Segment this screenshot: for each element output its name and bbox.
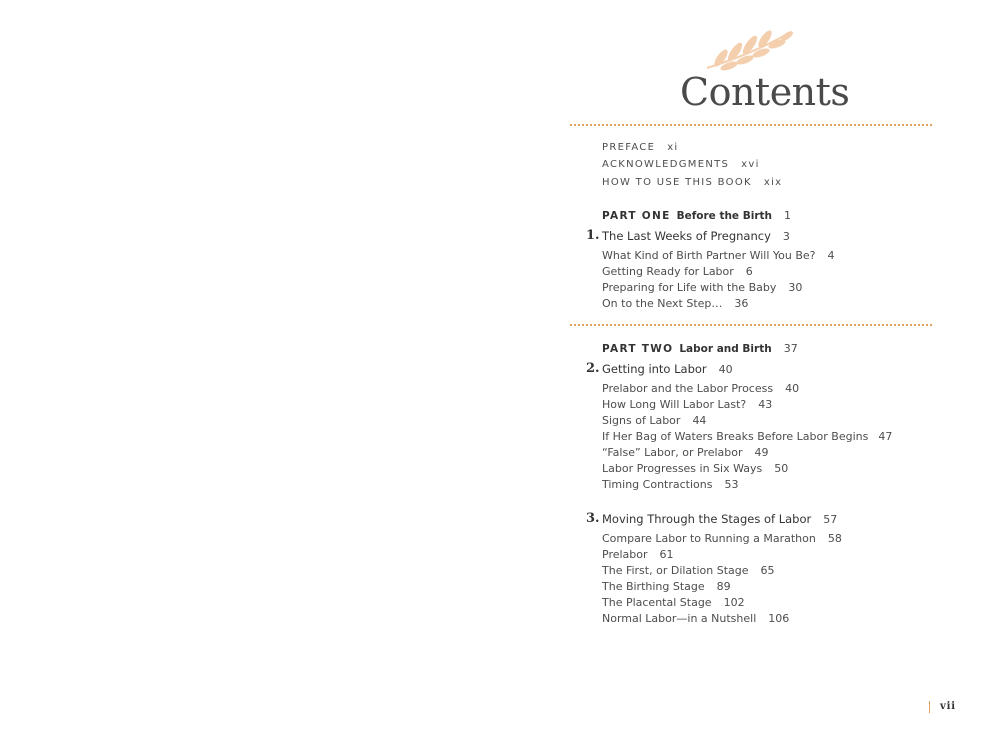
toc-part-title: Before the Birth (676, 210, 772, 222)
toc-page-number: 6 (745, 265, 753, 278)
toc-section[interactable] (602, 446, 769, 460)
toc-page-number: 43 (758, 398, 773, 411)
toc-front-item[interactable] (602, 176, 782, 190)
toc-front-item[interactable] (602, 141, 679, 155)
toc-section-title: Preparing for Life with the Baby (602, 281, 777, 294)
page-title: Contents (680, 70, 850, 114)
chapter-number: 2. (586, 361, 600, 376)
toc-part-label: PART ONE (602, 210, 671, 222)
toc-page-number: 89 (716, 580, 731, 593)
toc-section[interactable] (602, 596, 745, 610)
toc-front-title: ACKNOWLEDGMENTS (602, 159, 730, 170)
toc-section[interactable] (602, 414, 706, 428)
toc-page-number: 57 (823, 513, 838, 526)
toc-part-heading[interactable] (602, 209, 791, 223)
toc-front-title: PREFACE (602, 142, 656, 153)
toc-section-title: How Long Will Labor Last? (602, 398, 747, 411)
toc-section-title: “False” Labor, or Prelabor (602, 446, 743, 459)
toc-page-number: 40 (785, 382, 800, 395)
toc-section[interactable] (602, 478, 738, 492)
toc-section-title: Getting Ready for Labor (602, 265, 734, 278)
toc-section[interactable] (602, 532, 842, 546)
toc-section[interactable] (602, 548, 674, 562)
toc-section[interactable] (602, 430, 892, 444)
toc-page-number: 53 (724, 478, 739, 491)
toc-page-number: xvi (741, 159, 760, 170)
toc-part-title: Labor and Birth (679, 343, 772, 355)
toc-page-number: 44 (692, 414, 707, 427)
toc-page-number: 40 (718, 363, 733, 376)
toc-part-heading[interactable] (602, 342, 798, 356)
page-folio: vii (940, 701, 956, 712)
toc-section[interactable] (602, 580, 731, 594)
toc-page-number: 30 (788, 281, 803, 294)
toc-section[interactable] (602, 382, 799, 396)
toc-section-title: The Placental Stage (602, 596, 712, 609)
chapter-number: 3. (586, 511, 600, 526)
toc-page-number: 47 (878, 430, 893, 443)
toc-page-number: 106 (768, 612, 790, 625)
toc-section[interactable] (602, 265, 753, 279)
toc-chapter-title: The Last Weeks of Pregnancy (602, 229, 771, 243)
toc-page-number: xi (667, 142, 679, 153)
toc-section-title: The First, or Dilation Stage (602, 564, 749, 577)
toc-page-number: 1 (784, 209, 791, 222)
toc-page-number: 3 (782, 230, 790, 243)
toc-page-number: 58 (827, 532, 842, 545)
toc-chapter[interactable] (602, 229, 790, 244)
toc-section-title: Prelabor (602, 548, 648, 561)
toc-chapter-title: Getting into Labor (602, 362, 707, 376)
chapter-number: 1. (586, 228, 600, 243)
toc-part-label: PART TWO (602, 343, 674, 355)
wheat-sprig-icon (703, 28, 795, 72)
toc-section-title: Signs of Labor (602, 414, 681, 427)
toc-page-number: 65 (760, 564, 775, 577)
toc-page-number: xix (763, 177, 783, 188)
toc-section-title: Normal Labor—in a Nutshell (602, 612, 757, 625)
toc-section-title: Labor Progresses in Six Ways (602, 462, 763, 475)
folio-rule (929, 701, 930, 713)
toc-section[interactable] (602, 564, 775, 578)
dotted-divider (570, 124, 932, 126)
toc-section-title: Prelabor and the Labor Process (602, 382, 774, 395)
toc-page-number: 37 (783, 342, 798, 355)
toc-page-number: 61 (659, 548, 674, 561)
toc-front-item[interactable] (602, 158, 760, 172)
toc-section[interactable] (602, 462, 788, 476)
toc-section[interactable] (602, 398, 772, 412)
toc-section[interactable] (602, 612, 789, 626)
toc-section-title: The Birthing Stage (602, 580, 705, 593)
toc-chapter[interactable] (602, 512, 837, 527)
toc-section-title: What Kind of Birth Partner Will You Be? (602, 249, 816, 262)
toc-section-title: Compare Labor to Running a Marathon (602, 532, 816, 545)
toc-chapter[interactable] (602, 362, 733, 377)
toc-section[interactable] (602, 281, 802, 295)
toc-page-number: 50 (774, 462, 789, 475)
toc-page-number: 102 (723, 596, 745, 609)
toc-section-title: If Her Bag of Waters Breaks Before Labor Begins (602, 430, 869, 443)
toc-section[interactable] (602, 249, 835, 263)
toc-front-title: HOW TO USE THIS BOOK (602, 177, 752, 188)
toc-page-number: 36 (734, 297, 749, 310)
dotted-divider (570, 324, 932, 326)
toc-chapter-title: Moving Through the Stages of Labor (602, 512, 812, 526)
toc-section-title: On to the Next Step… (602, 297, 723, 310)
toc-page-number: 49 (754, 446, 769, 459)
toc-page-number: 4 (827, 249, 835, 262)
toc-section[interactable] (602, 297, 748, 311)
toc-section-title: Timing Contractions (602, 478, 713, 491)
